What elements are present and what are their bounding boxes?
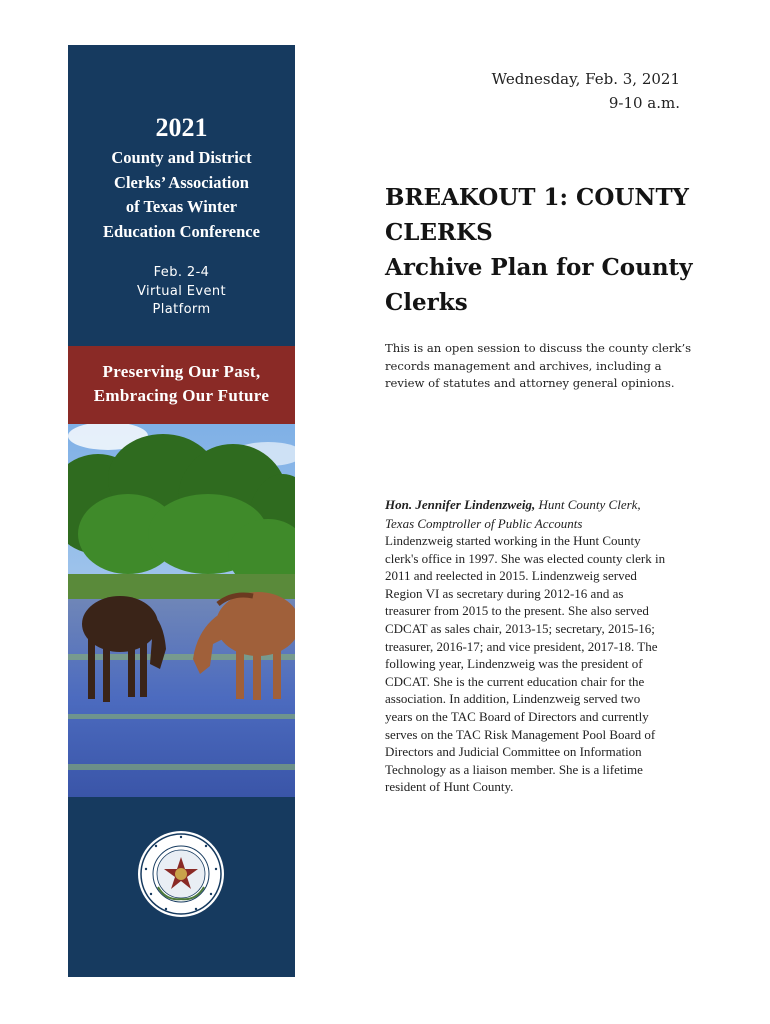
speaker-affiliation: Texas Comptroller of Public Accounts — [385, 516, 583, 531]
bio-line: resident of Hunt County. — [385, 779, 514, 795]
conference-dates — [68, 264, 295, 320]
description-line: review of statutes and attorney general opinions. — [385, 376, 675, 390]
bio-line: treasurer from 2015 to the present. She also served — [385, 603, 649, 619]
speaker-name: Hon. Jennifer Lindenzweig, — [385, 497, 536, 512]
bio-line: serves on the TAC Risk Management Pool Board of — [385, 726, 656, 742]
conference-date-line: Feb. 2-4 — [153, 265, 210, 280]
tagline-line: Preserving Our Past, — [102, 362, 261, 381]
conference-sidebar — [68, 45, 295, 977]
session-title-line: BREAKOUT 1: COUNTY — [385, 184, 689, 211]
description-line: records management and archives, including a — [385, 358, 662, 373]
bio-line: Region VI as secretary during 2012-16 and as — [385, 585, 624, 601]
conference-date-line: Virtual Event — [136, 283, 227, 299]
bio-line: CDCAT as sales chair, 2013-15; secretary, 2015-16; — [385, 620, 655, 636]
session-description — [385, 340, 692, 393]
bio-line: treasurer, 2016-17; and vice president, 2017-18. The — [385, 638, 658, 654]
session-heading — [385, 180, 695, 320]
speaker-name-role — [385, 495, 685, 514]
session-datetime — [492, 67, 680, 115]
bio-line: clerk's office in 1997. She was elected county clerk in — [385, 550, 666, 566]
tagline-line: Embracing Our Future — [93, 386, 270, 405]
conference-name-line: County and District — [111, 148, 252, 167]
horses-bluebonnet-photo — [68, 424, 295, 797]
bio-line: association. In addition, Lindenzweig served two — [385, 691, 641, 707]
speaker-header — [385, 495, 685, 533]
description-line: This is an open session to discuss the county clerk’s — [385, 341, 692, 355]
session-time: 9-10 a.m. — [608, 94, 680, 112]
conference-year: 2021 — [155, 113, 208, 142]
speaker-bio — [385, 532, 685, 796]
conference-date-line: Platform — [152, 302, 211, 317]
conference-name-line: of Texas Winter — [125, 197, 238, 216]
bio-line: Lindenzweig started working in the Hunt County — [385, 533, 641, 548]
conference-name-line: Clerks’ Association — [114, 172, 249, 192]
bio-line: years on the TAC Board of Directors and currently — [385, 708, 649, 724]
bio-line: CDCAT. She is the current education chair for the — [385, 673, 645, 689]
bio-line: following year, Lindenzweig was the president of — [385, 656, 643, 672]
session-subtitle-line: Archive Plan for County — [385, 254, 693, 281]
bio-line: 2011 and reelected in 2015. Lindenzweig served — [385, 568, 637, 584]
bio-line: Directors and Judicial Committee on Information — [385, 744, 642, 760]
session-date: Wednesday, Feb. 3, 2021 — [491, 70, 680, 88]
conference-name-line: Education Conference — [103, 221, 260, 241]
tagline-banner — [68, 346, 295, 424]
session-title-line: CLERKS — [385, 219, 493, 246]
bio-line: Technology as a liaison member. She is a lifetime — [385, 761, 643, 777]
conference-name — [68, 146, 295, 244]
speaker-role: Hunt County Clerk, — [535, 497, 641, 512]
association-seal — [136, 829, 226, 919]
session-subtitle-line: Clerks — [385, 289, 468, 316]
